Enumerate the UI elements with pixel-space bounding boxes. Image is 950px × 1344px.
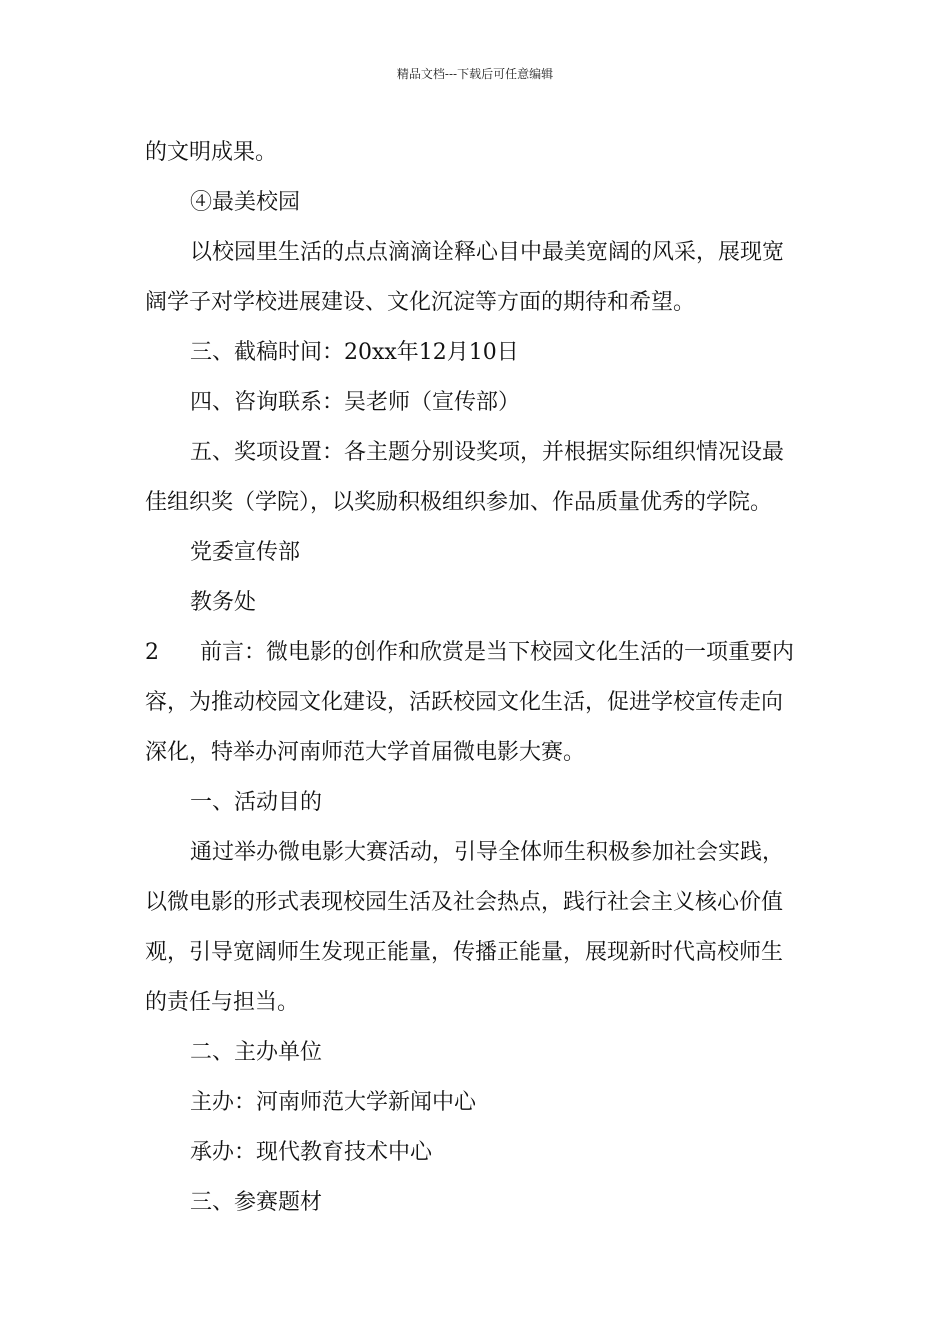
section-heading-topics: 三、参赛题材	[190, 1190, 323, 1215]
paragraph-line: 通过举办微电影大赛活动，引导全体师生积极参加社会实践，	[190, 840, 785, 865]
paragraph-line: 以校园里生活的点点滴滴诠释心目中最美宽阔的风采，展现宽	[190, 240, 785, 265]
numbered-paragraph-line	[145, 628, 811, 678]
deadline-line: 三、截稿时间：20xx年12月10日	[190, 340, 519, 365]
document-body	[145, 128, 811, 1228]
paragraph-line: 深化，特举办河南师范大学首届微电影大赛。	[145, 740, 586, 765]
contact-line: 四、咨询联系：吴老师（宣传部）	[190, 390, 521, 415]
paragraph-line: 以微电影的形式表现校园生活及社会热点，践行社会主义核心价值	[145, 890, 784, 915]
signature-office: 教务处	[190, 590, 257, 615]
paragraph-line: 阔学子对学校进展建设、文化沉淀等方面的期待和希望。	[145, 290, 696, 315]
paragraph-line: 的责任与担当。	[145, 990, 300, 1015]
host-line: 主办：河南师范大学新闻中心	[190, 1090, 477, 1115]
page-header: 精品文档---下载后可任意编辑	[396, 67, 554, 81]
section-number: 2	[145, 640, 159, 665]
section-heading-purpose: 一、活动目的	[190, 790, 323, 815]
signature-department: 党委宣传部	[190, 540, 301, 565]
paragraph-line: 容，为推动校园文化建设，活跃校园文化生活，促进学校宣传走向	[145, 690, 784, 715]
awards-line: 五、奖项设置：各主题分别设奖项，并根据实际组织情况设最	[190, 440, 785, 465]
co-host-line: 承办：现代教育技术中心	[190, 1140, 433, 1165]
paragraph-line: 佳组织奖（学院），以奖励积极组织参加、作品质量优秀的学院。	[145, 490, 773, 515]
section-heading-organizer: 二、主办单位	[190, 1040, 323, 1065]
paragraph-line: 的文明成果。	[145, 140, 278, 165]
subheading-most-beautiful-campus: ④最美校园	[190, 190, 301, 215]
preface-text: 前言：微电影的创作和欣赏是当下校园文化生活的一项重要内	[200, 640, 795, 665]
paragraph-line: 观，引导宽阔师生发现正能量，传播正能量，展现新时代高校师生	[145, 940, 784, 965]
